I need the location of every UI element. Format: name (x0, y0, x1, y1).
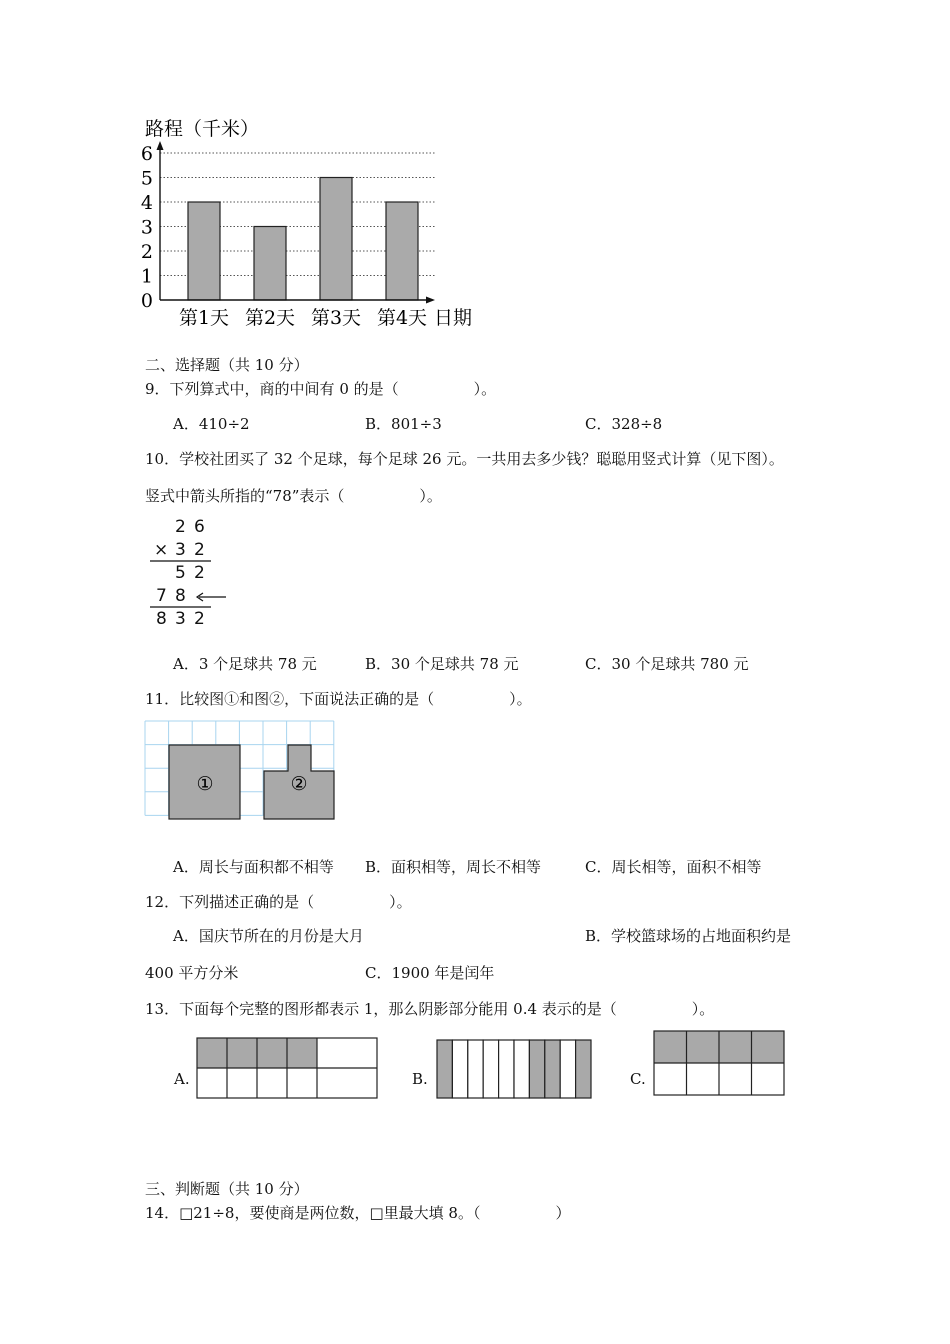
mult-r4-d1: 7 (156, 586, 167, 606)
q14-text: 14．□21÷8，要使商是两位数，□里最大填 8。（ ） (145, 1204, 571, 1222)
figure-1-label: ① (196, 773, 214, 795)
chart-y-tick-label: 1 (140, 265, 153, 288)
figure-b-strip (529, 1040, 544, 1098)
q11-option-b: B．面积相等，周长不相等 (365, 858, 542, 876)
q12-option-c: C．1900 年是闰年 (365, 964, 495, 982)
q13-text: 13．下面每个完整的图形都表示 1，那么阴影部分能用 0.4 表示的是（ ）。 (145, 1000, 715, 1018)
chart-x-tick-label: 第3天 (310, 307, 362, 329)
mult-r1-d2: 6 (194, 517, 205, 537)
q9-option-c: C．328÷8 (585, 415, 663, 433)
chart-x-tick-label: 第4天 (376, 307, 428, 329)
chart-y-label: 路程（千米） (145, 118, 260, 140)
figure-b-strip (560, 1040, 575, 1098)
figure-a-shaded-cell (197, 1038, 227, 1068)
q11-option-a: A．周长与面积都不相等 (173, 858, 334, 876)
q12-option-b-line2: 400 平方分米 (145, 964, 239, 982)
figure-a-shaded-cell (227, 1038, 257, 1068)
chart-x-tick-label: 第1天 (178, 307, 230, 329)
figure-c-shaded-cell (752, 1031, 785, 1063)
q9-option-a: A．410÷2 (173, 415, 250, 433)
mult-r2-d2: 2 (194, 540, 205, 560)
mult-r5-d2: 3 (175, 609, 186, 629)
q12-text: 12．下列描述正确的是（ ）。 (145, 893, 412, 911)
section-2-title: 二、选择题（共 10 分） (145, 356, 309, 374)
chart-y-tick-label: 4 (140, 192, 153, 214)
q13-option-b-label: B. (412, 1070, 428, 1088)
q10-option-a: A．3 个足球共 78 元 (173, 655, 317, 673)
mult-r3-d1: 5 (175, 563, 186, 583)
figure-c-shaded-cell (719, 1031, 752, 1063)
q9-option-b: B．801÷3 (365, 415, 442, 433)
q10-option-b: B．30 个足球共 78 元 (365, 655, 519, 673)
figure-a (197, 1038, 377, 1098)
mult-r3-d2: 2 (194, 563, 205, 583)
figure-c-shaded-cell (687, 1031, 720, 1063)
figure-a-shaded-cell (287, 1038, 317, 1068)
figure-b-strip (468, 1040, 483, 1098)
q11-option-c: C．周长相等，面积不相等 (585, 858, 762, 876)
figure-b-strip (483, 1040, 498, 1098)
chart-y-tick-label: 0 (140, 290, 153, 312)
figure-b-strip (576, 1040, 591, 1098)
figure-b-strip (545, 1040, 560, 1098)
chart-y-tick-label: 2 (140, 241, 153, 263)
figure-b (437, 1040, 591, 1098)
mult-r1-d1: 2 (175, 517, 186, 537)
chart-y-tick-label: 3 (140, 216, 153, 239)
q13-option-c-label: C. (630, 1070, 646, 1088)
mult-r5-d3: 2 (194, 609, 205, 629)
q11-text: 11．比较图①和图②，下面说法正确的是（ ）。 (145, 690, 532, 708)
figure-b-strip (437, 1040, 452, 1098)
q13-option-a-label: A. (174, 1070, 190, 1088)
figure-b-strip (499, 1040, 514, 1098)
figure-b-strip (514, 1040, 529, 1098)
figure-c-shaded-cell (654, 1031, 687, 1063)
q10-option-c: C．30 个足球共 780 元 (585, 655, 749, 673)
q10-line2: 竖式中箭头所指的“78”表示（ ）。 (145, 487, 442, 505)
section-3-title: 三、判断题（共 10 分） (145, 1180, 309, 1198)
mult-r2-d1: 3 (175, 540, 186, 560)
figure-2-label: ② (290, 773, 308, 795)
chart-y-tick-label: 5 (140, 167, 153, 190)
chart-y-tick-label: 6 (140, 143, 153, 165)
mult-times-sign: × (154, 540, 169, 560)
mult-r5-d1: 8 (156, 609, 167, 629)
figure-b-strip (452, 1040, 467, 1098)
q9-text: 9．下列算式中，商的中间有 0 的是（ ）。 (145, 380, 497, 398)
chart-x-label: 日期 (434, 307, 473, 329)
q12-option-b-line1: B．学校篮球场的占地面积约是 (585, 927, 792, 945)
q12-option-a: A．国庆节所在的月份是大月 (173, 927, 364, 945)
chart-x-tick-label: 第2天 (244, 307, 296, 329)
figure-a-shaded-cell (257, 1038, 287, 1068)
mult-r4-d2: 8 (175, 586, 186, 606)
q10-line1: 10．学校社团买了 32 个足球，每个足球 26 元。一共用去多少钱？聪聪用竖式计算（见下图）。 (145, 450, 784, 468)
figure-c (654, 1031, 784, 1095)
